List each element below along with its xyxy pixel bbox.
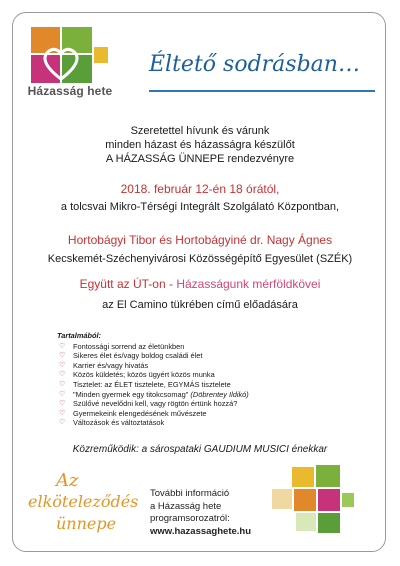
heart-bullet-icon: ♡ [59, 380, 66, 388]
speakers-organization: Kecskemét-Széchenyivárosi Közösségépítő Egyesület (SZÉK) [47, 253, 353, 265]
list-item: ♡ Gyermekeink elengedésének művészete [59, 408, 207, 418]
list-item: ♡ Szülővé nevelődni kell, vagy rögtön értünk hozzá? [59, 399, 238, 409]
lecture-title-separator: - [165, 277, 177, 291]
tagline-line-2: elköteleződés [28, 492, 139, 511]
choir-credit: Közreműködik: a sárospataki GAUDIUM MUSICI énekkar [72, 444, 328, 455]
lecture-title [0, 277, 400, 291]
list-item: ♡ Fontossági sorrend az életünkben [59, 341, 185, 351]
heart-bullet-icon: ♡ [59, 342, 66, 350]
list-item: ♡ Tisztelet: az ÉLET tisztelete, EGYMÁS tisztelete [59, 379, 231, 389]
website-link[interactable]: www.hazassaghete.hu [150, 525, 252, 537]
decorative-collage-icon [236, 459, 356, 539]
info-line-3: programsorozatról: [150, 513, 230, 524]
list-item: ♡ Sikeres élet és/vagy boldog családi élet [59, 351, 203, 361]
invitation-line-2: minden házast és házasságra készülőt [105, 139, 295, 151]
contents-section [57, 331, 357, 428]
lecture-title-main: Együtt az ÚT-on [79, 277, 166, 291]
heart-bullet-icon: ♡ [59, 400, 66, 408]
invitation-line-3: A HÁZASSÁG ÜNNEPE rendezvényre [105, 153, 295, 165]
info-line-1: További információ [150, 488, 230, 499]
contents-list [57, 342, 357, 428]
tagline-line-1: Az [56, 470, 79, 491]
headline-underline [149, 90, 375, 92]
list-item: ♡ "Minden gyermek egy titokcsomag" (Döbrentey Ildikó) [59, 389, 249, 399]
quote-author: (Döbrentey Ildikó) [190, 389, 249, 399]
speakers-names: Hortobágyi Tibor és Hortobágyiné dr. Nagy Ágnes [67, 233, 333, 247]
heart-bullet-icon: ♡ [59, 409, 66, 417]
headline: Éltető sodrásban… [149, 52, 360, 77]
heart-bullet-icon: ♡ [59, 371, 66, 379]
info-line-2: a Házasság hete [150, 500, 222, 512]
info-block [150, 488, 251, 538]
logo-caption: Házasság hete [27, 84, 113, 98]
list-item: ♡ Közös küldetés; közös ügyért közös munka [59, 370, 215, 380]
event-venue: a tolcsvai Mikro-Térségi Integrált Szolgálató Központban, [60, 201, 340, 213]
tagline-line-3: ünnepe [56, 514, 117, 533]
invitation-line-1: Szeretettel hívunk és várunk [130, 125, 270, 137]
heart-bullet-icon: ♡ [59, 390, 66, 398]
contents-title: Tartalmából: [57, 331, 102, 340]
heart-bullet-icon: ♡ [59, 352, 66, 360]
event-datetime: 2018. február 12-én 18 órától, [120, 182, 280, 196]
list-item: ♡ Változások és változtatások [59, 418, 165, 428]
heart-bullet-icon: ♡ [59, 361, 66, 369]
lecture-subtitle: az El Camino tükrében című előadására [102, 299, 298, 311]
heart-bullet-icon: ♡ [59, 419, 66, 427]
list-item: ♡ Karrier és/vagy hivatás [59, 360, 149, 370]
lecture-title-sub: Házasságunk mérföldkövei [176, 277, 321, 291]
